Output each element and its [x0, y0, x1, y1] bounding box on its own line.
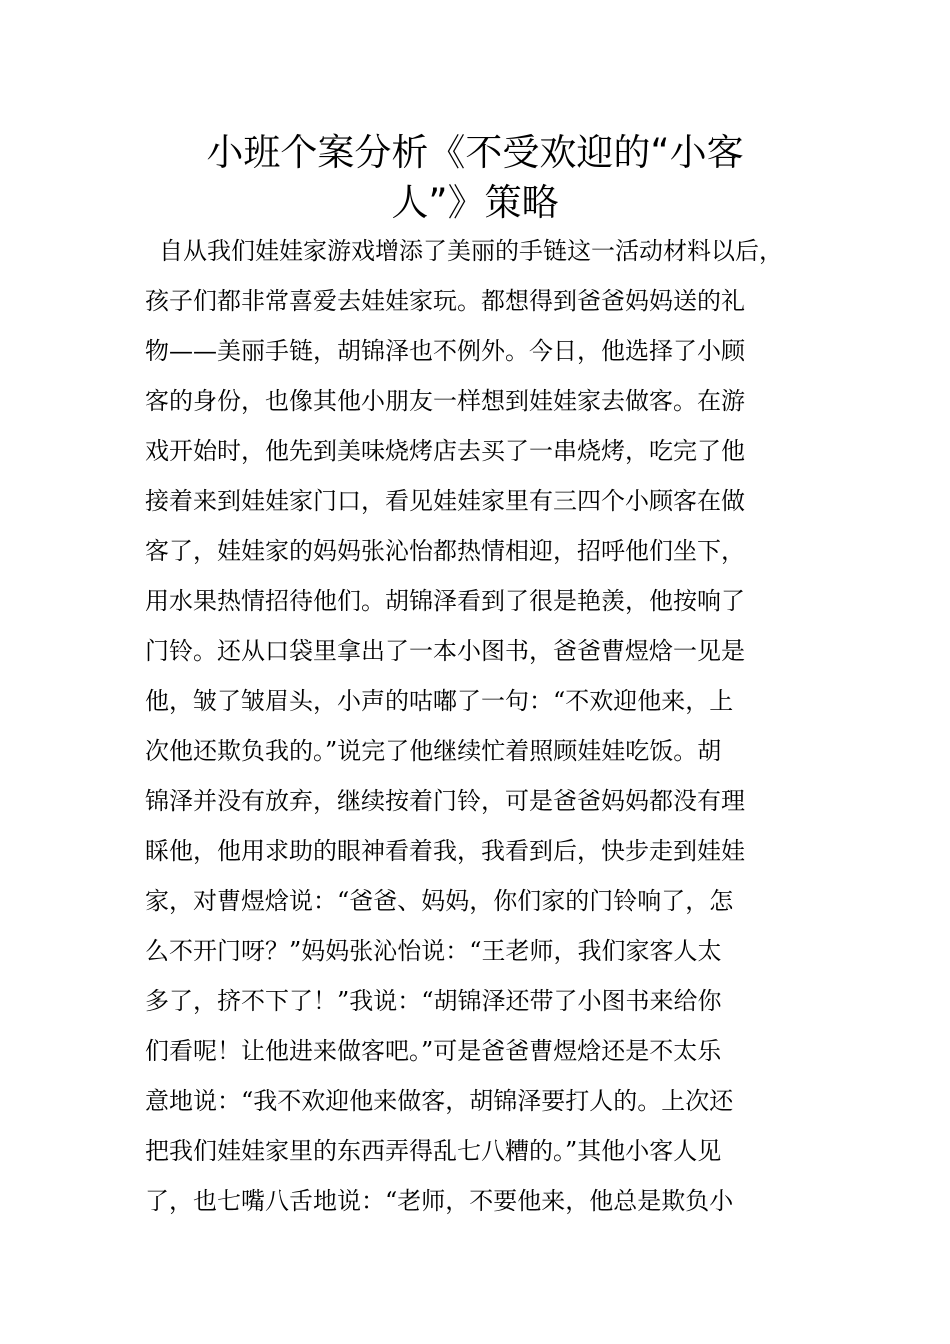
body-line: 门铃。还从口袋里拿出了一本小图书，爸爸曹煜焓一见是	[145, 637, 745, 665]
body-line: 把我们娃娃家里的东西弄得乱七八糟的。”其他小客人见	[145, 1137, 722, 1165]
body-line: 锦泽并没有放弃，继续按着门铃，可是爸爸妈妈都没有理	[145, 787, 745, 815]
body-line: 次他还欺负我的。”说完了他继续忙着照顾娃娃吃饭。胡	[145, 737, 722, 765]
body-line: 物——美丽手链，胡锦泽也不例外。今日，他选择了小顾	[145, 337, 745, 365]
document-title	[0, 128, 950, 228]
body-line: 们看呢！让他进来做客吧。”可是爸爸曹煜焓还是不太乐	[145, 1037, 722, 1065]
body-line: 客的身份，也像其他小朋友一样想到娃娃家去做客。在游	[145, 387, 745, 415]
body-line: 接着来到娃娃家门口，看见娃娃家里有三四个小顾客在做	[145, 487, 745, 515]
body-line: 戏开始时，他先到美味烧烤店去买了一串烧烤，吃完了他	[145, 437, 745, 465]
title-line-2: 人”》策略	[391, 181, 559, 224]
body-line: 了，也七嘴八舌地说：“老师，不要他来，他总是欺负小	[145, 1187, 734, 1215]
body-line: 他，皱了皱眉头，小声的咕嘟了一句：“不欢迎他来，上	[145, 687, 734, 715]
body-line: 么不开门呀？”妈妈张沁怡说：“王老师，我们家客人太	[145, 937, 722, 965]
body-line: 多了，挤不下了！”我说：“胡锦泽还带了小图书来给你	[145, 987, 722, 1015]
body-line: 意地说：“我不欢迎他来做客，胡锦泽要打人的。上次还	[145, 1087, 734, 1115]
body-line: 家，对曹煜焓说：“爸爸、妈妈，你们家的门铃响了，怎	[145, 887, 734, 915]
body-line: 孩子们都非常喜爱去娃娃家玩。都想得到爸爸妈妈送的礼	[145, 287, 745, 315]
body-line: 睬他，他用求助的眼神看着我，我看到后，快步走到娃娃	[145, 837, 745, 865]
body-text	[145, 226, 825, 1226]
body-line: 客了，娃娃家的妈妈张沁怡都热情相迎，招呼他们坐下，	[145, 537, 745, 565]
body-line: 自从我们娃娃家游戏增添了美丽的手链这一活动材料以后，	[159, 237, 783, 265]
body-line: 用水果热情招待他们。胡锦泽看到了很是艳羡，他按响了	[145, 587, 745, 615]
title-line-1: 小班个案分析《不受欢迎的“小客	[206, 131, 744, 174]
